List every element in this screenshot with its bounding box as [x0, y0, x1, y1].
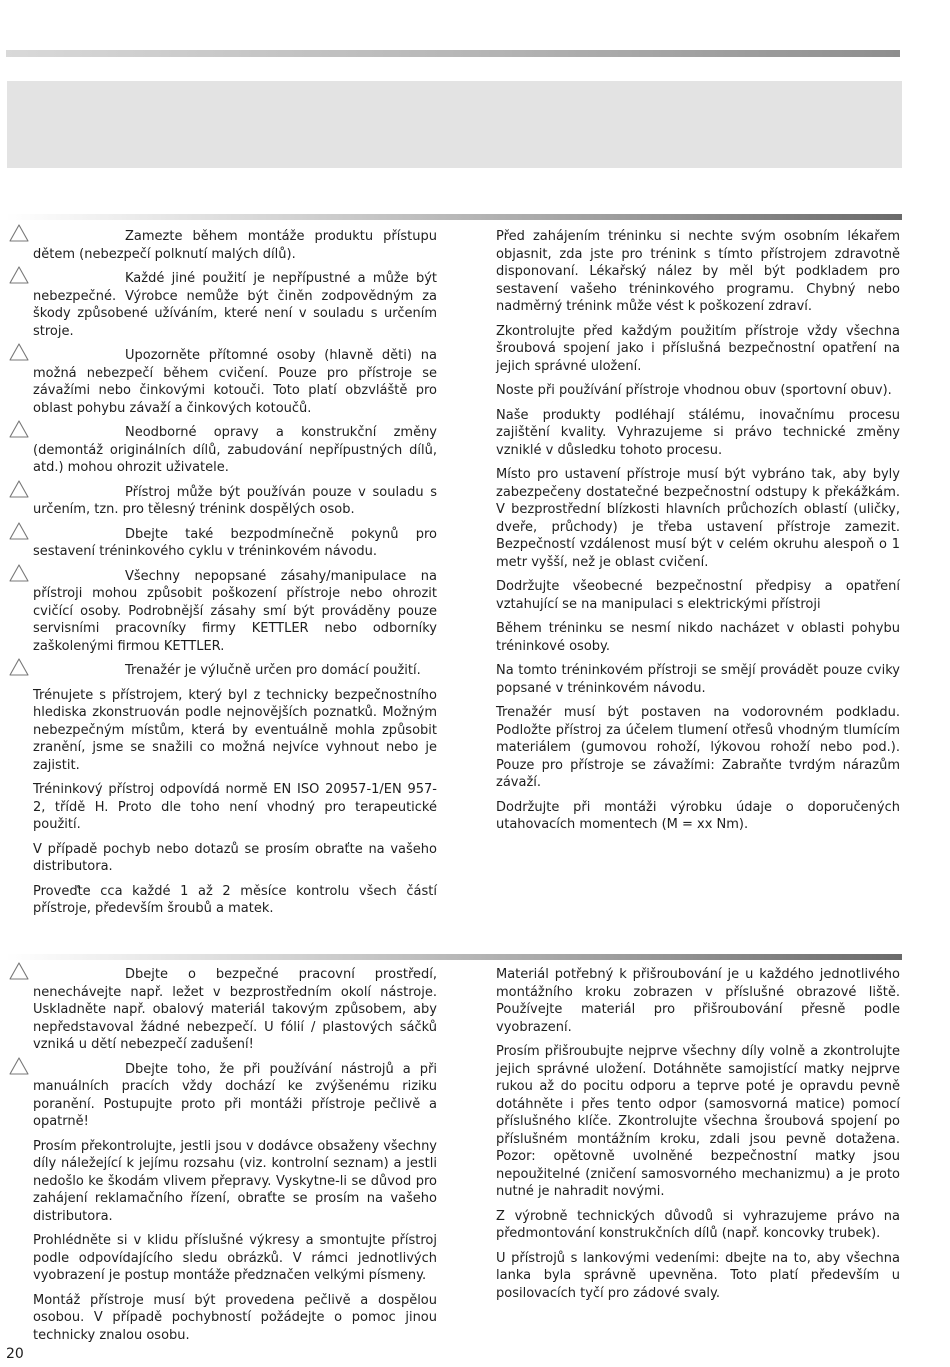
paragraph: [496, 620, 900, 655]
warning-triangle-icon: [9, 962, 29, 980]
paragraph: [496, 323, 900, 376]
warning-paragraph: [33, 662, 437, 680]
paragraph-text: Dbejte o bezpečné pracovní prostředí, nenechávejte např. ležet v bezprostředním okolí nástroje. Uskladněte např. obalový materiál takovým způsobem, aby nepředstavoval žádné nebezpečí. U fólií / plastových sáčků vzniká u dětí nebezpečí zadušení!: [33, 967, 437, 1052]
paragraph: [33, 1292, 437, 1345]
paragraph-text: Na tomto tréninkovém přístroji se smějí provádět pouze cviky popsané v tréninkovém návodu.: [496, 663, 900, 696]
warning-triangle-icon: [9, 522, 29, 540]
warning-triangle-icon: [9, 480, 29, 498]
warning-triangle-icon: [9, 1057, 29, 1075]
paragraph-text: Prosím přišroubujte nejprve všechny díly volně a zkontrolujte jejich správné uložení. Dotáhněte samojistící matky nejprve rukou až do pocitu odporu a teprve poté je opravdu pevně dotáhněte i přes tento odpor (samosvorná matice) pomocí příslušného klíče. Zkontrolujte všechna šroubová spojení po příslušném montážním kroku, zdali jsou pevně dotažena. Pozor: opětovně uvolněné bezpečnostní matky jsou nepoužitelné (zničení samosvorného mechanizmu) a je proto nutné je nahradit novými.: [496, 1044, 900, 1199]
header-panel: [7, 81, 902, 168]
paragraph-text: V případě pochyb nebo dotazů se prosím obraťte na vašeho distributora.: [33, 841, 437, 874]
paragraph-text: Materiál potřebný k přišroubování je u každého jednotlivého montážního kroku zobrazen v příslušné obrazové liště. Používejte materiál pro přišroubování přesně podle vyobrazení.: [496, 967, 900, 1035]
paragraph-text: Všechny nepopsané zásahy/manipulace na přístroji mohou způsobit poškození přístroje nebo ohrozit cvičící osoby. Podrobnější zásahy smí být prováděny pouze servisními pracovníky firmy KETTLER nebo odborníky zaškolenými firmou KETTLER.: [33, 568, 437, 654]
paragraph: [33, 687, 437, 775]
warning-triangle-icon: [9, 224, 29, 242]
paragraph: [496, 228, 900, 316]
section-1-divider: [6, 214, 902, 220]
paragraph: [33, 1138, 437, 1226]
paragraph-text: Každé jiné použití je nepřípustné a může být nebezpečné. Výrobce nemůže být činěn zodpovědným za škody způsobené užíváním, které není v souladu s určením stroje.: [33, 271, 437, 339]
warning-paragraph: [33, 424, 437, 477]
safety-column-left: [33, 228, 437, 925]
warning-paragraph: [33, 1061, 437, 1131]
page-number: 20: [6, 1346, 24, 1362]
paragraph-text: Zkontrolujte před každým použitím přístroje vždy všechna šroubová spojení jako i příslušná bezpečnostní opatření na jejich správné uložení.: [496, 323, 900, 374]
warning-triangle-icon: [9, 343, 29, 361]
paragraph: [496, 799, 900, 834]
warning-paragraph: [33, 966, 437, 1054]
assembly-column-left: [33, 966, 437, 1351]
paragraph-text: Neodborné opravy a konstrukční změny (demontáž originálních dílů, zabudování nepřípustných dílů, atd.) mohou ohrozit uživatele.: [33, 425, 437, 475]
paragraph: [496, 1043, 900, 1201]
paragraph-text: Před zahájením tréninku si nechte svým osobním lékařem objasnit, zda jste pro trénink s tímto přístrojem zdravotně disponovaní. Lékařský nález by měl být podkladem pro sestavení vašeho tréninkového programu. Chybný nebo nadměrný trénink může vést k poškození zdraví.: [496, 229, 900, 314]
safety-column-right: [496, 228, 900, 841]
paragraph-text: Dbejte také bezpodmínečně pokynů pro sestavení tréninkového cyklu v tréninkovém návodu.: [33, 526, 437, 559]
paragraph-text: Noste při používání přístroje vhodnou obuv (sportovní obuv).: [496, 383, 892, 398]
warning-paragraph: [33, 347, 437, 417]
paragraph-text: U přístrojů s lankovými vedeními: dbejte na to, aby všechna lanka byla správně upevněna. Toto platí především u posilovacích tyčí pro zádové svaly.: [496, 1250, 900, 1301]
paragraph-text: Naše produkty podléhají stálému, inovačnímu procesu zajištění kvality. Vyhrazujeme si právo technické změny vzniklé v důsledku tohoto procesu.: [496, 407, 900, 458]
warning-paragraph: [33, 484, 437, 519]
paragraph-text: Tréninkový přístroj odpovídá normě EN ISO 20957-1/EN 957-2, třídě H. Proto dle toho není vhodný pro terapeutické použití.: [33, 782, 437, 832]
paragraph-text: Proveďte cca každé 1 až 2 měsíce kontrolu všech částí přístroje, především šroubů a matek.: [33, 883, 437, 916]
paragraph-text: Trenažér musí být postaven na vodorovném podkladu. Podložte přístroj za účelem tlumení otřesů vhodným tlumícím materiálem (gumovou rohoží, lýkovou rohoží nebo pod.). Pouze pro přístroje se závažími: Zabraňte tvrdým nárazům závaží.: [496, 705, 900, 790]
paragraph-text: Trénujete s přístrojem, který byl z technicky bezpečnostního hlediska zkonstruován podle nejnovějších poznatků. Možným nebezpečným místům, která by eventuálně mohla způsobit zranění, jsme se snažili co možná nejvíce vyhnout nebo je zajistit.: [33, 687, 437, 773]
paragraph-text: Dodržujte všeobecné bezpečnostní předpisy a opatření vztahující se na manipulaci s elektrickými přístroji: [496, 579, 900, 612]
paragraph-text: Dbejte toho, že při používání nástrojů a při manuálních pracích vždy dochází ke zvýšenému riziku poranění. Postupujte proto při montáži přístroje pečlivě a opatrně!: [33, 1061, 437, 1129]
paragraph-text: Prohlédněte si v klidu příslušné výkresy a smontujte přístroj podle odpovídajícího sledu obrázků. V rámci jednotlivých vyobrazení je postup montáže předznačen velkými písmeny.: [33, 1233, 437, 1283]
paragraph: [33, 841, 437, 876]
paragraph-text: Dodržujte při montáži výrobku údaje o doporučených utahovacích momentech (M = xx Nm).: [496, 799, 900, 832]
paragraph: [496, 466, 900, 571]
section-2-divider: [6, 954, 902, 960]
paragraph: [496, 1208, 900, 1243]
paragraph-text: Montáž přístroje musí být provedena pečlivě a dospělou osobou. V případě pochybností požádejte o pomoc jinou technicky znalou osobu.: [33, 1292, 437, 1343]
warning-paragraph: [33, 526, 437, 561]
warning-paragraph: [33, 568, 437, 656]
paragraph: [496, 382, 900, 400]
paragraph-text: Z výrobně technických důvodů si vyhrazujeme právo na předmontování konstrukčních dílů (např. koncovky trubek).: [496, 1208, 900, 1241]
top-rule: [6, 50, 900, 57]
warning-paragraph: [33, 270, 437, 340]
assembly-column-right: [496, 966, 900, 1309]
warning-triangle-icon: [9, 564, 29, 582]
warning-paragraph: [33, 228, 437, 263]
paragraph: [33, 1232, 437, 1285]
paragraph: [33, 883, 437, 918]
paragraph-text: Zamezte během montáže produktu přístupu dětem (nebezpečí polknutí malých dílů).: [33, 229, 437, 262]
paragraph: [496, 704, 900, 792]
paragraph-text: Během tréninku se nesmí nikdo nacházet v oblasti pohybu tréninkové osoby.: [496, 621, 900, 654]
paragraph-text: Prosím překontrolujte, jestli jsou v dodávce obsaženy všechny díly náležející k jejímu rozsahu (viz. kontrolní seznam) a jestli nedošlo ke škodám vlivem přepravy. Vyskytne-li se důvod pro zahájení reklamačního řízení, obraťte se prosím na vašeho distributora.: [33, 1138, 437, 1224]
warning-triangle-icon: [9, 266, 29, 284]
paragraph: [496, 407, 900, 460]
paragraph: [496, 578, 900, 613]
paragraph-text: Přístroj může být používán pouze v souladu s určením, tzn. pro tělesný trénink dospělých osob.: [33, 484, 437, 517]
warning-triangle-icon: [9, 420, 29, 438]
paragraph-text: Místo pro ustavení přístroje musí být vybráno tak, aby byly zabezpečeny dostatečné bezpečnostní odstupy k překážkám. V bezprostřední blízkosti hlavních průchozích oblastí (uličky, dveře, průchody) je třeba ustavení přístroje zamezit. Bezpečností vzdálenost musí být v celém okruhu alespoň o 1 metr vyšší, než je oblast cvičení.: [496, 467, 900, 570]
paragraph: [33, 781, 437, 834]
paragraph-text: Upozorněte přítomné osoby (hlavně děti) na možná nebezpečí během cvičení. Pouze pro přístroje se závažími nebo činkovými kotouči. Toto platí obzvláště pro oblast pohybu závaží a činkových kotoučů.: [33, 348, 437, 416]
paragraph: [496, 966, 900, 1036]
paragraph: [496, 662, 900, 697]
paragraph-text: Trenažér je výlučně určen pro domácí použití.: [125, 663, 421, 678]
paragraph: [496, 1250, 900, 1303]
warning-triangle-icon: [9, 658, 29, 676]
